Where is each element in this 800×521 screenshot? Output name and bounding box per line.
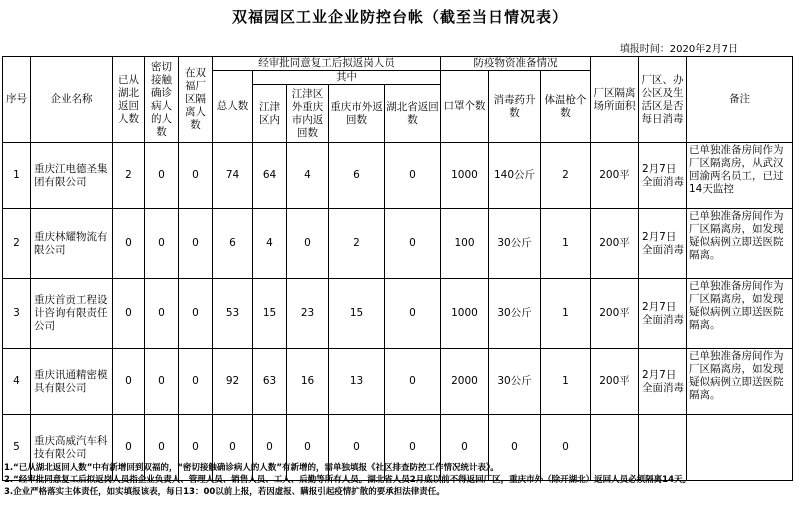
cell-contact: 0 (145, 415, 179, 481)
cell-daily: 2月7日全面消毒 (639, 349, 687, 415)
cell-masks: 1000 (441, 279, 489, 349)
ledger-table (2, 56, 793, 481)
cell-company: 重庆讯通精密模具有限公司 (31, 349, 113, 415)
cell-contact: 0 (145, 349, 179, 415)
cell-total: 6 (213, 209, 253, 279)
header-isolation-area: 厂区隔离场所面积 (591, 57, 639, 143)
header-hubei-province: 湖北省返回数 (385, 85, 441, 143)
cell-outside-jiangjin: 0 (287, 415, 329, 481)
cell-seq: 1 (3, 143, 31, 209)
cell-outside-jiangjin: 23 (287, 279, 329, 349)
cell-area: 200平 (591, 349, 639, 415)
footnote-2: 2.“经审批同意复工后拟返岗人员指企业负责人、管理人员、销售人员、工人、后勤等所有人员。湖北省人员2月底以前不得返回厂区，重庆市外（除开湖北）返回人员必须隔离14天。 (4, 475, 691, 485)
cell-daily: 2月7日全面消毒 (639, 209, 687, 279)
cell-area: 200平 (591, 279, 639, 349)
cell-thermometer: 0 (541, 415, 591, 481)
header-total: 总人数 (213, 71, 253, 143)
cell-company: 重庆高威汽车科技有限公司 (31, 415, 113, 481)
cell-total: 74 (213, 143, 253, 209)
header-supplies-group: 防疫物资准备情况 (441, 57, 591, 71)
cell-disinfectant: 30公斤 (489, 279, 541, 349)
footnote-3: 3.企业严格落实主体责任，如实填报该表，每日13：00以前上报，若因虚报、瞒报引起疫情扩散的要承担法律责任。 (4, 487, 445, 497)
cell-disinfectant: 30公斤 (489, 209, 541, 279)
cell-daily: 2月7日全面消毒 (639, 279, 687, 349)
cell-jiangjin: 0 (253, 415, 287, 481)
cell-masks: 2000 (441, 349, 489, 415)
cell-note: 已单独准备房间作为厂区隔离房，如发现疑似病例立即送医院隔离。 (689, 350, 784, 401)
header-company: 企业名称 (31, 57, 113, 143)
cell-disinfectant: 30公斤 (489, 349, 541, 415)
cell-outside-jiangjin: 4 (287, 143, 329, 209)
cell-note (689, 416, 790, 468)
cell-iso: 0 (179, 349, 213, 415)
cell-company: 重庆林耀物流有限公司 (31, 209, 113, 279)
cell-seq: 4 (3, 349, 31, 415)
cell-jiangjin: 64 (253, 143, 287, 209)
table-row (3, 209, 793, 279)
footnotes (4, 462, 798, 498)
cell-masks: 0 (441, 415, 489, 481)
cell-contact: 0 (145, 143, 179, 209)
table-row (3, 279, 793, 349)
cell-iso: 0 (179, 143, 213, 209)
cell-contact: 0 (145, 209, 179, 279)
cell-seq: 3 (3, 279, 31, 349)
cell-area: 200平 (591, 143, 639, 209)
cell-disinfectant: 140公斤 (489, 143, 541, 209)
header-disinfectant: 消毒药升数 (489, 71, 541, 143)
header-seq: 序号 (3, 57, 31, 143)
cell-jiangjin: 15 (253, 279, 287, 349)
cell-company: 重庆江电德圣集团有限公司 (31, 143, 113, 209)
header-approved-group: 经审批同意复工后拟返岗人员 (213, 57, 441, 71)
header-daily-disinfect: 厂区、办公区及生活区是否每日消毒 (639, 57, 687, 143)
header-close-contact: 密切接触确诊病人的人数 (145, 57, 179, 143)
cell-hubei-province: 0 (385, 209, 441, 279)
table-row (3, 349, 793, 415)
header-among: 其中 (253, 71, 441, 85)
cell-thermometer: 2 (541, 143, 591, 209)
cell-outside-chongqing: 2 (329, 209, 385, 279)
cell-outside-chongqing: 6 (329, 143, 385, 209)
page-title: 双福园区工业企业防控台帐（截至当日情况表） (231, 8, 568, 26)
cell-total: 53 (213, 279, 253, 349)
header-hubei-returned: 已从湖北返回人数 (113, 57, 145, 143)
cell-contact: 0 (145, 279, 179, 349)
header-outside-jiangjin: 江津区外重庆市内返回数 (287, 85, 329, 143)
cell-seq: 5 (3, 415, 31, 481)
fill-date: 填报时间：2020年2月7日 (619, 44, 738, 55)
cell-note: 已单独准备房间作为厂区隔离房，如发现疑似病例立即送医院隔离。 (689, 280, 784, 331)
cell-iso: 0 (179, 279, 213, 349)
cell-jiangjin: 4 (253, 209, 287, 279)
cell-hubei-province: 0 (385, 279, 441, 349)
header-masks: 口罩个数 (441, 71, 489, 143)
cell-daily: 2月7日全面消毒 (639, 143, 687, 209)
table-row (3, 143, 793, 209)
cell-note: 已单独准备房间作为厂区隔离房，如发现疑似病例立即送医院隔离。 (689, 210, 784, 261)
cell-hubei: 0 (113, 209, 145, 279)
cell-disinfectant: 0 (489, 415, 541, 481)
cell-hubei: 0 (113, 349, 145, 415)
header-isolation: 在双福厂区隔离人数 (179, 57, 213, 143)
cell-seq: 2 (3, 209, 31, 279)
cell-iso: 0 (179, 415, 213, 481)
footnote-1: 1.“已从湖北返回人数”中有新增回到双福的，“密切接触确诊病人的人数”有新增的，需单独填报《社区排查防控工作情况统计表》。 (4, 463, 499, 473)
cell-total: 0 (213, 415, 253, 481)
cell-area: 200平 (591, 209, 639, 279)
cell-hubei-province: 0 (385, 349, 441, 415)
cell-masks: 100 (441, 209, 489, 279)
header-jiangjin: 江津区内 (253, 85, 287, 143)
cell-thermometer: 1 (541, 209, 591, 279)
cell-thermometer: 1 (541, 349, 591, 415)
cell-hubei-province: 0 (385, 143, 441, 209)
cell-outside-jiangjin: 16 (287, 349, 329, 415)
header-thermometer: 体温枪个数 (541, 71, 591, 143)
cell-hubei: 0 (113, 415, 145, 481)
cell-jiangjin: 63 (253, 349, 287, 415)
cell-outside-jiangjin: 0 (287, 209, 329, 279)
cell-outside-chongqing: 0 (329, 415, 385, 481)
cell-iso: 0 (179, 209, 213, 279)
header-outside-chongqing: 重庆市外返回数 (329, 85, 385, 143)
header-remarks: 备注 (687, 57, 793, 143)
cell-company: 重庆首贡工程设计咨询有限责任公司 (31, 279, 113, 349)
cell-masks: 1000 (441, 143, 489, 209)
cell-total: 92 (213, 349, 253, 415)
cell-hubei-province: 0 (385, 415, 441, 481)
cell-note: 已单独准备房间作为厂区隔离房，从武汉回渝两名员工，已过14天监控 (689, 144, 784, 195)
cell-hubei: 0 (113, 279, 145, 349)
cell-hubei: 2 (113, 143, 145, 209)
cell-outside-chongqing: 13 (329, 349, 385, 415)
cell-outside-chongqing: 15 (329, 279, 385, 349)
cell-thermometer: 1 (541, 279, 591, 349)
